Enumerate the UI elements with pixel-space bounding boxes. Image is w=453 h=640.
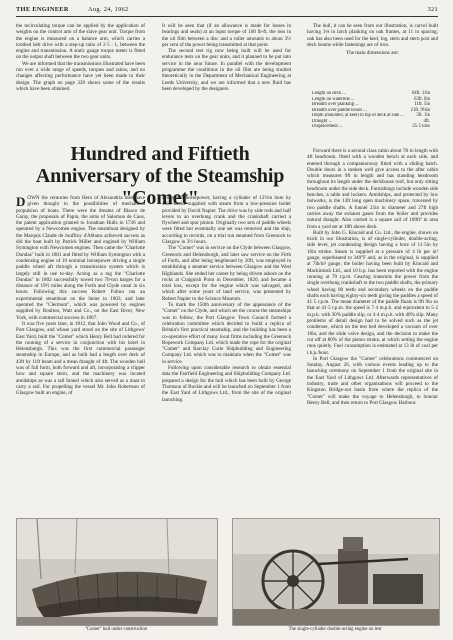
paragraph: the recirculating torque can be applied by the application of weights on the control arm of the slave gear unit. Torque from the engine is measured on a balance arm, which carries a toothed belt drive with a step-up ratio of 2·5 : 1, between the engine and transmission. A static gauge torque meter is fitted on the output shaft between the two gear units. xyxy=(16,23,145,61)
dimension-value: 21ft. 9⅛in xyxy=(410,107,430,113)
dimension-label: Draught ... xyxy=(312,118,333,124)
paragraph xyxy=(16,195,145,321)
dimension-label: Displacement ... xyxy=(312,124,343,129)
dimension-value: 63ft. 6in xyxy=(414,96,430,102)
dimension-value: 64ft. 11in xyxy=(411,91,430,96)
paragraph: The second test rig now being built will be used for endurance tests on the gear units, and it planned to be put into service in the near future. In parallel with the development programme the conditions in the oil film are being studied theoretically in the Department of Mechanical Engineering at Leeds University, and we are informed that a new fluid has been developed by the designers. xyxy=(162,48,291,92)
paragraph: The "Comet" was in service on the Clyde between Glasgow, Greenock and Helensburgh, and later saw service on the Firth of Forth, and after being lengthened by 20ft, was employed in establishing a steamer service between Glasgow and the West Highlands. She ended her career by being driven ashore on the rocks at Craignish Point in December, 1820, and became a total loss, except for the engine which was salvaged, and which after some years of land service, was presented by Robert Napier to the Science Museum. xyxy=(162,245,291,302)
dimension-label: Length on waterline ... xyxy=(312,96,355,102)
hull-under-construction-image xyxy=(17,519,217,625)
engine-on-test-image xyxy=(233,519,439,625)
issue-date: Aug. 24, 1962 xyxy=(88,6,129,13)
dimension-value: 4ft. xyxy=(423,118,430,124)
dimension-label: Breadth over paddle boxes ... xyxy=(312,107,367,113)
dimension-label: Breadth over planking ... xyxy=(312,102,359,107)
body-column-1 xyxy=(16,195,145,513)
article-headline: Hundred and Fiftieth Anniversary of the Steamship "Comet" xyxy=(35,143,285,209)
dimension-value: 5ft. 1in xyxy=(416,113,430,118)
hull-photo xyxy=(16,518,218,626)
top-column-3 xyxy=(307,23,438,81)
paragraph: Forward there is a second class cabin about 7ft in length with 4ft headroom, fitted with a wooden bench at each side, and entered through a companionway fitted with a sliding hatch. Double doors in a sunken well give access to the after cabin which measures 9ft in length and has standing headroom throughout its length under the deckhouse roof, but only sitting headroom under the side deck. Furnishings include wooden side benches, a table and lockers. Amidships, and protected by low bulwarks, is the 13ft long open machinery space, traversed by two paddle shafts. A funnel 21in in diameter and 27ft high carries away the exhaust gases from the boiler and provides natural draught. Also carried is a square sail of 180ft² in area from a yard set at 18ft above deck. xyxy=(307,148,438,230)
dimension-label: Depth (moulded, at keel) to top of deck at side ... xyxy=(312,113,404,118)
body-column-2 xyxy=(162,195,291,513)
paragraph: We are informed that the transmissions illustrated have been run over a wide range of speeds, torques and ratios, and no changes affecting performance have yet been made to their design. The graph on page 320 shows some of the results which have been obtained. xyxy=(16,60,145,92)
body-column-3 xyxy=(307,148,438,568)
paragraph-text: OWN the centuries from Hero of Alexandria men have given thought to the possibilities of mechanical propulsion of boats. There were the dreams of Blasco de Garay, the proposals of Papin, the aims of Salomon de Caus, the patent application granted to Jonathan Hulls in 1736 and operated by a Newcomen engine. The steamboat designed by the Marquis Claude de Jouffroy d'Abbans achieved success as did the boat built by Patrick Miller and engined by William Symington with Newcomen engines. Then came the "Charlotte Dundas" built in 1801 and fitted by William Symington with a condensing engine of 10 nominal horsepower driving a single paddle wheel aft through a transmission system which is largely still in use to-day. Acting as a tug the "Charlotte Dundas" in 1802 successfully towed two 70-ton barges for a distance of 19½ miles along the Forth and Clyde canal in six hours. Following this success Robert Fulton ran an experimental steamboat on the Seine in 1803, and later operated the "Clermont", which was powered by engines supplied by Boulton, Watt and Co., on the East River, New York, with commercial success in 1807. xyxy=(16,195,145,321)
page-number: 321 xyxy=(427,6,438,13)
caption-hull: "Comet" hull under construction xyxy=(84,627,148,632)
engine-photo xyxy=(232,518,440,626)
header-rule xyxy=(16,16,438,17)
top-column-2 xyxy=(162,23,291,141)
paragraph: To mark the 150th anniversary of the appearance of the "Comet" on the Clyde, and which set the course the steamships was to follow, the Port Glasgow Town Council formed a celebration committee which decided to build a replica of Britain's first practical steamship, and the building has been a co-operative effort of many local firms including the Greenock Ropework Company Ltd. which made the rope for the original "Comet" and Barclay Curle Shipbuilding and Engineering Company Ltd. which was to maintain when the "Comet" was in service. xyxy=(162,302,291,365)
paragraph: Following upon considerable research to obtain essential data the Fairfield Engineering and Shipbuilding Company Ltd. prepared a design for the hull which has been built by George Thomson of Buckie and will be launched on September 1 from the East Yard of Lithgows Ltd., from the site of the original launching. xyxy=(162,365,291,403)
journal-title: THE ENGINEER xyxy=(16,6,69,13)
paragraph: It was five years later, in 1812, that John Wood and Co., of Port Glasgow, and whose yard stood on the site of Lithgows' East Yard, built the "Comet" which Henry Bell had ordered for the running of a service in conjunction with his hotel in Helensburgh. This was the first commercial passenger steamship in Europe, and as built had a length over deck of 43ft by 11ft beam and a mean draught of 4ft. The wooden hull was of full form, both forward and aft, incorporating a clipper bow and square stern, and the machinery was located amidships as was a tall funnel which also served as a mast to carry a sail. For propelling the vessel Mr. John Robertson of Glasgow built an engine, of xyxy=(16,320,145,397)
paragraph: The main dimensions are: xyxy=(346,50,399,57)
dimension-label: Length on deck ... xyxy=(312,91,346,96)
caption-engine: The single-cylinder double-acting engine on test xyxy=(288,627,382,632)
paragraph: Built by John G. Kincaid and Co. Ltd., the engine, shown on truck in our illustration, is of single-cylinder, double-acting, side lever, jet condensing design having a bore of 11·5in by 16in stroke. Steam is supplied at a pressure of 4 lb per in² gauge, superheated to 340°F and, as in the original, is supplied at 7lb/in² gauge, the boiler having been built by Kincaid and Mackintosh Ltd., and 10 h.p. has been reported with the engine running at 70 r.p.m. Gearing transmits the power from the single overhung crankshaft to the two paddle shafts, the primary wheel having 80 teeth and secondary wheels on the paddle shafts each having eighty-six teeth giving the paddles a speed of 41·5 r.p.m. The mean diameter of the paddle floats is 9ft 9in so that at 41·5 r.p.m. the speed is 7·4 m.p.h. and equivalent to 5·2 m.p.h. with 30% paddle slip, or 4·4 m.p.h. with 40% slip. Many problems of detail design had to be solved such as the jet condenser, which on the test bed developed a vacuum of over 18in, and the slide valve design, and the decision to make the cut off at 80% of the piston stroke, at which setting the engine runs quietly. Fuel consumption is estimated at 13 lb of coal per i.h.p./hour. xyxy=(307,229,438,356)
dimension-value: 11ft. 5in xyxy=(414,102,430,107)
dimensions-table xyxy=(312,91,430,130)
dimension-value: 25·5 tons xyxy=(412,124,430,129)
paragraph: a nominal horsepower, having a cylinder of 12½in bore by 16in stroke supplied with steam from a low-pressure boiler provided by David Napier. The drive was by side rods and half levers to an overhung crank and the crankshaft carried a flywheel and spur pinion. Originally two sets of paddle wheels were fitted but eventually one set was removed and the ship, according to records, on a trial run steamed from Greenock to Glasgow in 3½ hours. xyxy=(162,195,291,246)
dimension-row xyxy=(312,124,430,130)
paragraph: The hull, it can be seen from our illustration, is carvel built having 1⅛ in larch planking on oak frames, at 11 in spacing; oak has also been used for the keel, log, stern and stern post and deck beams while fastenings are of iron. xyxy=(307,23,438,48)
paragraph: In Port Glasgow the "Comet" celebrations commenced on Sunday, August 26, with various events leading up to the launching ceremony on September 1 from the original site in the East Yard of Lithgows Ltd. Afterwards representatives of industry, trade and other organisations will proceed to the Kingston Bridge-out basin from where the replica of the "Comet" will make the voyage to Helensburgh, to honour Henry Bell, and then return to Port Glasgow Harbour. xyxy=(307,355,438,406)
paragraph: It will be seen that (if an allowance is made for losses in bearings and seals) at an input torque of 100 lb-ft, the loss in the oil film between a disc and a roller amounts to about 3½ per cent of the power being transmitted at that point. xyxy=(162,23,291,48)
drop-cap: D xyxy=(16,195,26,209)
